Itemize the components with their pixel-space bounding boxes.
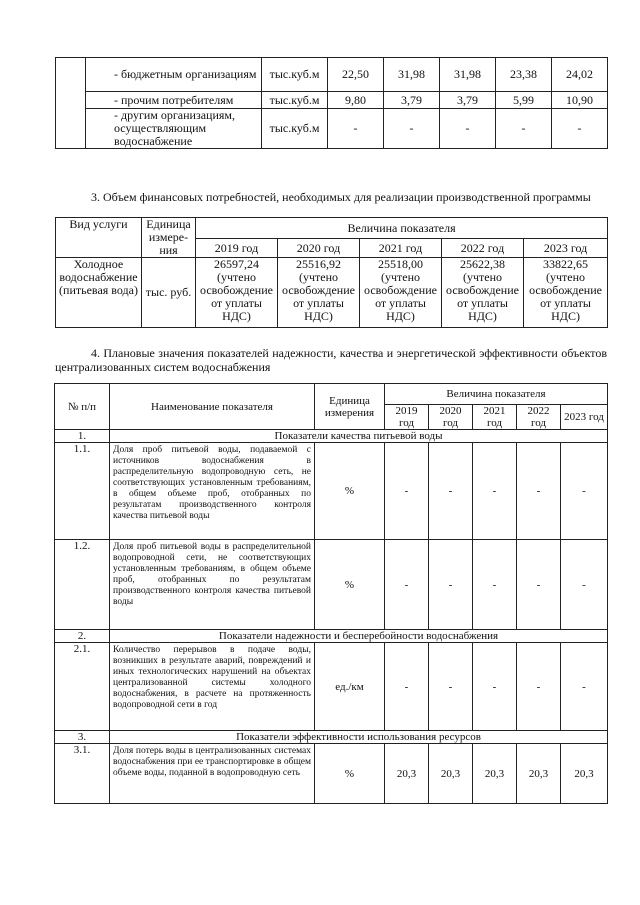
vat-note: (учтено освобождение от уплаты НДС)	[282, 270, 355, 323]
item-name: Доля потерь воды в централизованных системах водоснабжения при ее транспортировке в общем объеме воды, поданной в водопроводную сеть	[110, 744, 315, 804]
row-value: -	[384, 109, 440, 149]
indicators-table	[54, 383, 608, 804]
table-row	[56, 109, 608, 149]
finance-table	[55, 217, 608, 328]
finance-value: 25622,38	[460, 257, 505, 271]
item-value: -	[385, 540, 429, 630]
year-header: 2022 год	[442, 239, 524, 258]
item-num: 2.1.	[55, 643, 110, 731]
service-unit: тыс. руб.	[142, 258, 196, 328]
col-value-header: Величина показателя	[196, 218, 608, 239]
item-value: -	[517, 540, 561, 630]
item-value: -	[473, 443, 517, 540]
item-value: -	[429, 540, 473, 630]
row-unit: тыс.куб.м	[262, 58, 328, 92]
consumption-table	[55, 57, 608, 149]
year-header: 2020 год	[429, 405, 473, 430]
section-title: Показатели качества питьевой воды	[110, 430, 608, 443]
service-name: Холодное водоснабжение (питьевая вода)	[56, 258, 142, 328]
row-label: - прочим потребителям	[86, 92, 262, 109]
year-header: 2023 год	[524, 239, 608, 258]
item-value: -	[429, 443, 473, 540]
row-value: 9,80	[328, 92, 384, 109]
item-num: 1.2.	[55, 540, 110, 630]
row-unit: тыс.куб.м	[262, 92, 328, 109]
section-row	[55, 630, 608, 643]
item-num: 3.1.	[55, 744, 110, 804]
table-row	[56, 258, 608, 328]
year-header: 2021 год	[360, 239, 442, 258]
item-value: 20,3	[561, 744, 608, 804]
finance-value: 26597,24	[214, 257, 259, 271]
item-value: -	[385, 443, 429, 540]
row-label: - другим организациям, осуществляющим водоснабжение	[86, 109, 262, 149]
item-value: 20,3	[385, 744, 429, 804]
item-value: -	[517, 643, 561, 731]
section-row	[55, 430, 608, 443]
year-header: 2022 год	[517, 405, 561, 430]
col-name-header: Наименование показателя	[110, 384, 315, 430]
item-value: -	[473, 540, 517, 630]
row-value: 24,02	[552, 58, 608, 92]
row-label: - бюджетным организациям	[86, 58, 262, 92]
item-value: -	[429, 643, 473, 731]
item-value: -	[473, 643, 517, 731]
vat-note: (учтено освобождение от уплаты НДС)	[446, 270, 519, 323]
year-header: 2020 год	[278, 239, 360, 258]
vat-note: (учтено освобождение от уплаты НДС)	[364, 270, 437, 323]
item-unit: %	[315, 443, 385, 540]
item-num: 1.1.	[55, 443, 110, 540]
row-value: 23,38	[496, 58, 552, 92]
item-unit: %	[315, 540, 385, 630]
row-value: 3,79	[440, 92, 496, 109]
item-value: -	[561, 540, 608, 630]
table-row	[56, 58, 608, 92]
section-title: Показатели надежности и бесперебойности водоснабжения	[110, 630, 608, 643]
col-unit-header: Единица измерения	[315, 384, 385, 430]
row-value: -	[552, 109, 608, 149]
item-value: -	[561, 443, 608, 540]
col-unit-header: Единица измере-ния	[142, 218, 196, 258]
col-value-header: Величина показателя	[385, 384, 608, 405]
section-4-heading: 4. Плановые значения показателей надежности, качества и энергетической эффективности объектов централизованных систем водоснабжения	[55, 346, 607, 374]
vat-note: (учтено освобождение от уплаты НДС)	[529, 270, 602, 323]
finance-value: 25518,00	[378, 257, 423, 271]
item-unit: %	[315, 744, 385, 804]
item-name: Доля проб питьевой воды, подаваемой с источников водоснабжения в распределительную водопроводную сеть, не соответствующих установленным требованиям, в общем объеме проб, отобранных по результатам производственного контроля качества питьевой воды	[110, 443, 315, 540]
table-row	[55, 643, 608, 731]
item-value: 20,3	[473, 744, 517, 804]
item-name: Количество перерывов в подаче воды, возникших в результате аварий, повреждений и иных технологических нарушений на объектах централизованной системы холодного водоснабжения, в расчете на протяженность водопроводной сети в год	[110, 643, 315, 731]
row-value: -	[328, 109, 384, 149]
finance-value: 33822,65	[543, 257, 589, 271]
row-value: 5,99	[496, 92, 552, 109]
section-row	[55, 731, 608, 744]
table-row	[55, 540, 608, 630]
item-name: Доля проб питьевой воды в распределительной водопроводной сети, не соответствующих установленным требованиям, в общем объеме проб, отобранных по результатам производственного контроля качества питьевой воды	[110, 540, 315, 630]
year-header: 2023 год	[561, 405, 608, 430]
section-title: Показатели эффективности использования ресурсов	[110, 731, 608, 744]
section-num: 2.	[55, 630, 110, 643]
row-value: -	[496, 109, 552, 149]
year-header: 2021 год	[473, 405, 517, 430]
year-header: 2019 год	[196, 239, 278, 258]
section-num: 3.	[55, 731, 110, 744]
item-value: -	[517, 443, 561, 540]
table-row	[56, 92, 608, 109]
row-value: 22,50	[328, 58, 384, 92]
item-value: -	[385, 643, 429, 731]
section-3-heading: 3. Объем финансовых потребностей, необходимых для реализации производственной программы	[91, 190, 591, 204]
year-header: 2019 год	[385, 405, 429, 430]
row-value: 31,98	[440, 58, 496, 92]
section-num: 1.	[55, 430, 110, 443]
table-row	[55, 443, 608, 540]
vat-note: (учтено освобождение от уплаты НДС)	[200, 270, 273, 323]
row-value: 3,79	[384, 92, 440, 109]
col-num-header: № п/п	[55, 384, 110, 430]
row-value: -	[440, 109, 496, 149]
item-value: 20,3	[517, 744, 561, 804]
item-value: 20,3	[429, 744, 473, 804]
table-row	[55, 744, 608, 804]
row-value: 31,98	[384, 58, 440, 92]
row-unit: тыс.куб.м	[262, 109, 328, 149]
item-value: -	[561, 643, 608, 731]
row-value: 10,90	[552, 92, 608, 109]
finance-value: 25516,92	[296, 257, 341, 271]
col-service-header: Вид услуги	[56, 218, 142, 258]
item-unit: ед./км	[315, 643, 385, 731]
